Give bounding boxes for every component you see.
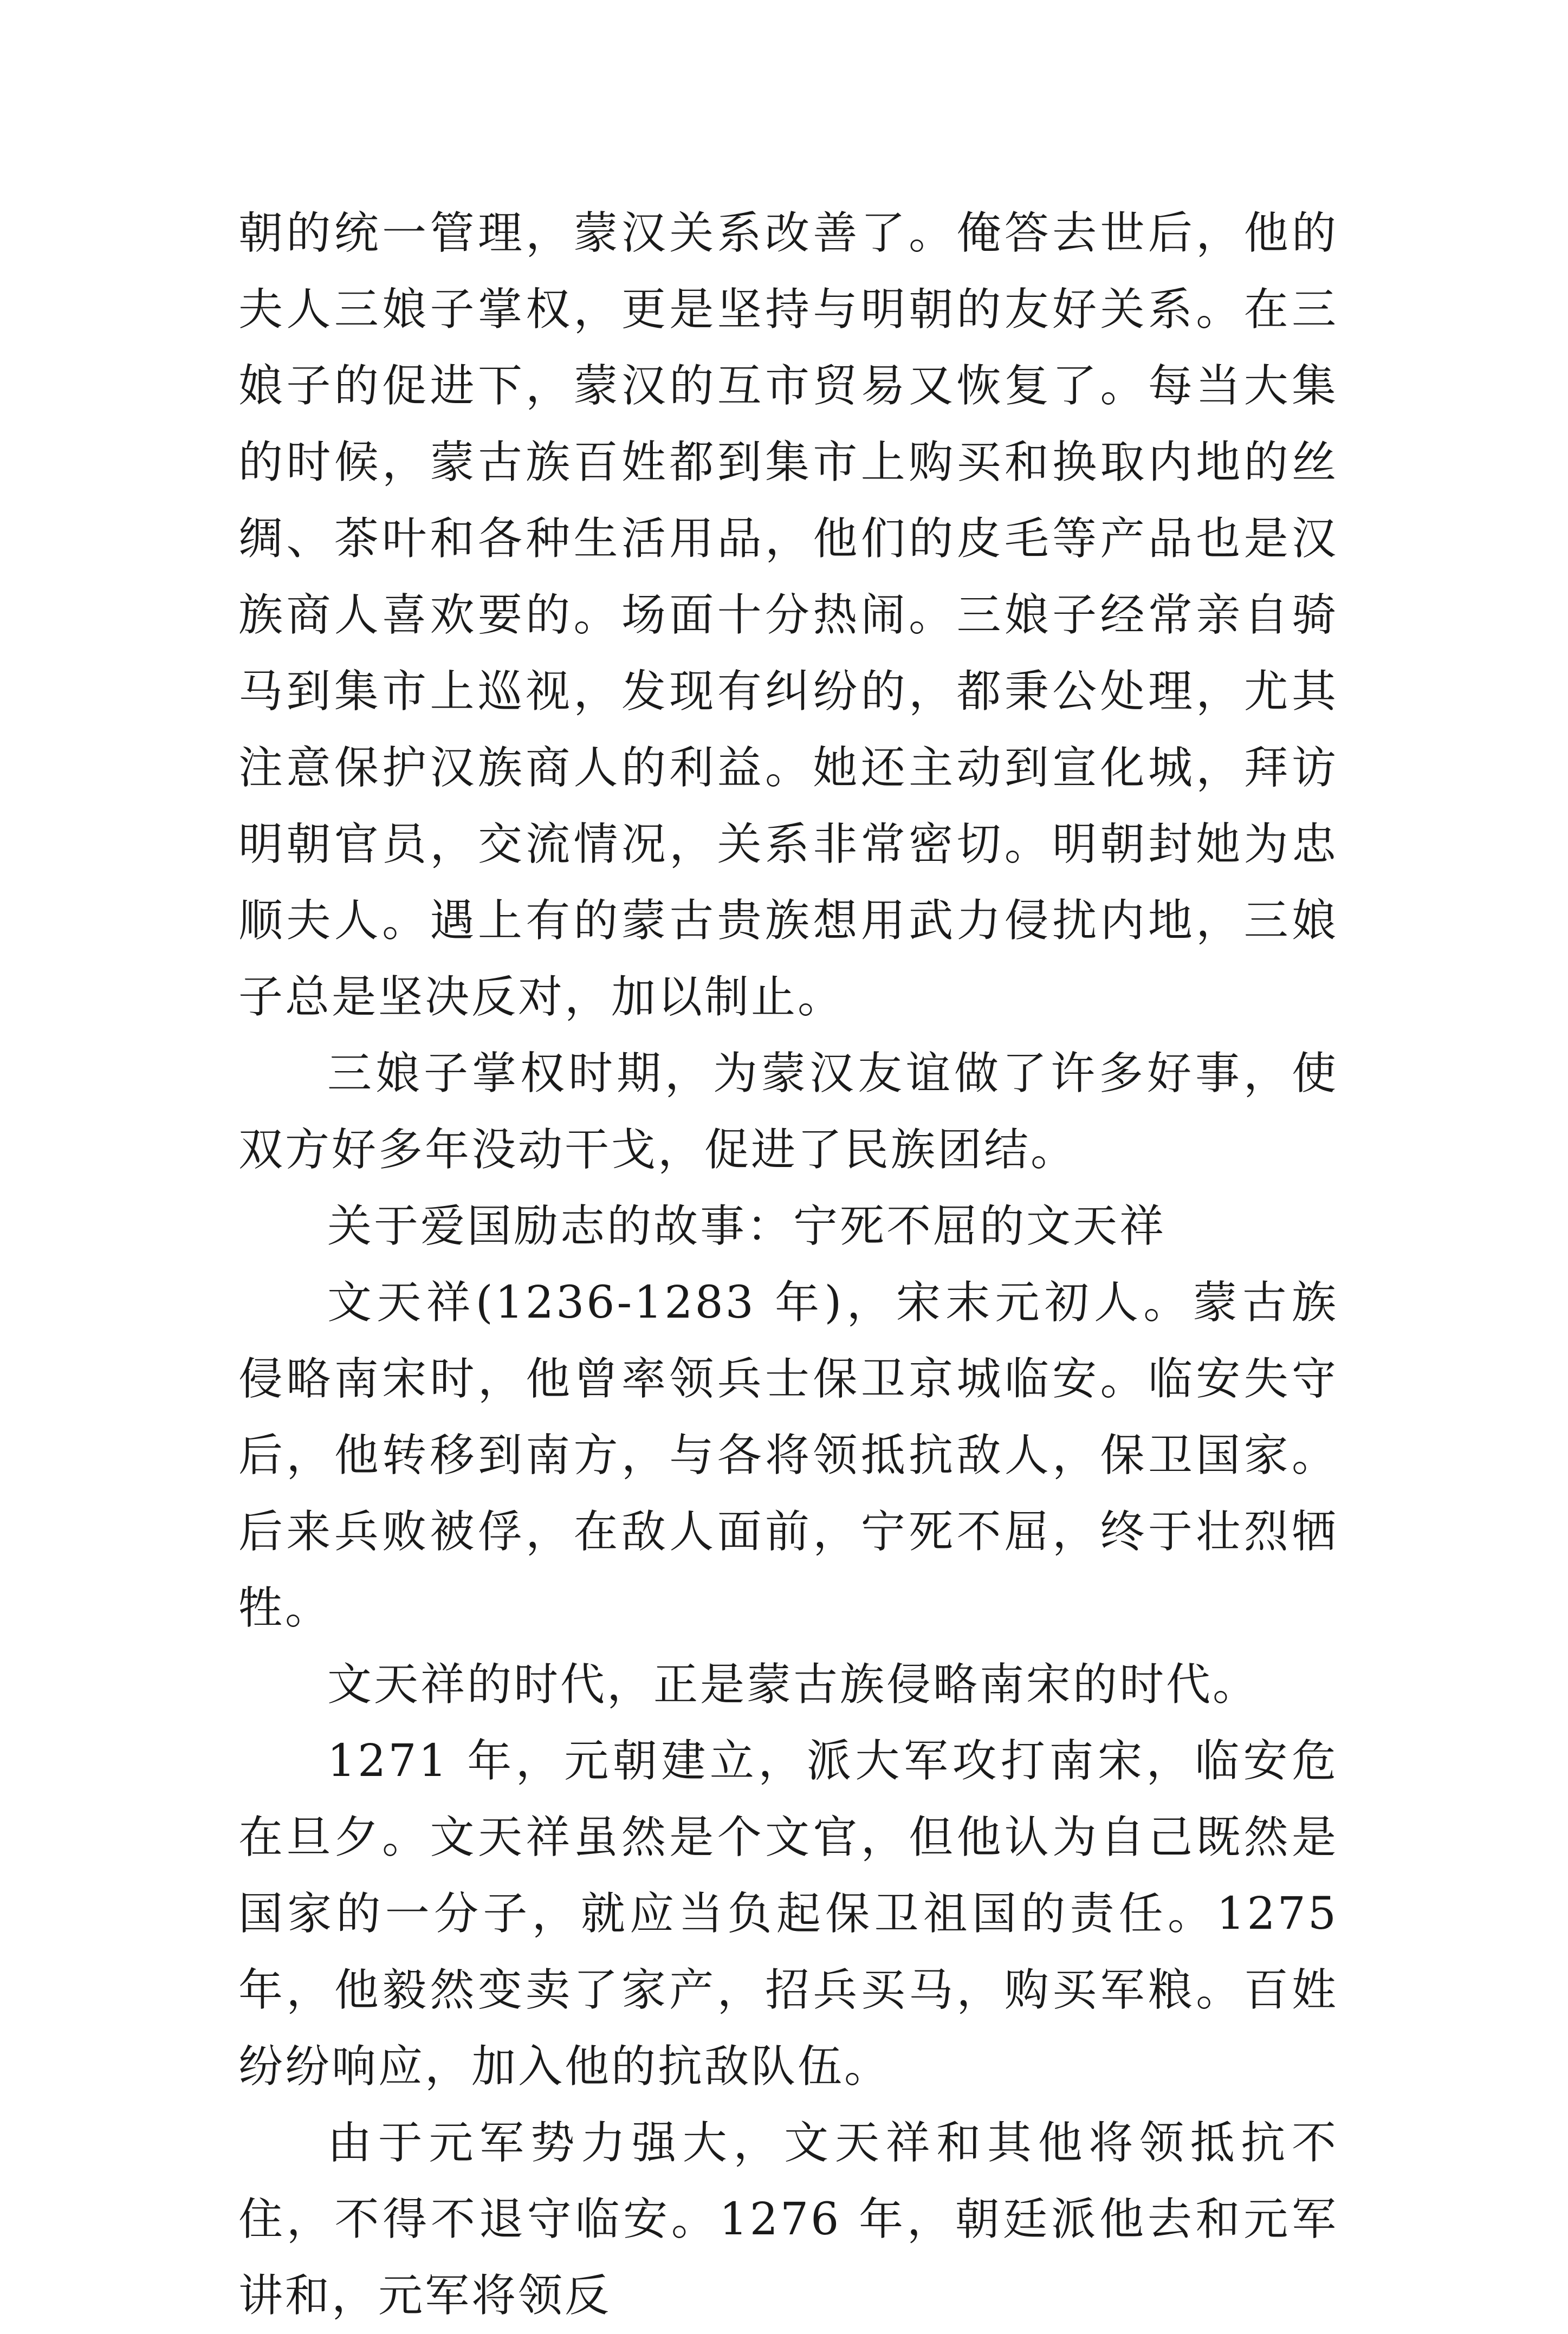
paragraph-1271: 1271 年，元朝建立，派大军攻打南宋，临安危在旦夕。文天祥虽然是个文官，但他认为自己既然是国家的一分子，就应当负起保卫祖国的责任。1275 年，他毅然变卖了家产，招兵买马，购买军粮。百姓纷纷响应，加入他的抗敌队伍。	[238, 1735, 1338, 2092]
paragraph-summary: 三娘子掌权时期，为蒙汉友谊做了许多好事，使双方好多年没动干戈，促进了民族团结。	[238, 1048, 1338, 1176]
document-body	[238, 195, 1338, 2334]
paragraph-intro: 文天祥(1236-1283 年)，宋末元初人。蒙古族侵略南宋时，他曾率领兵士保卫京城临安。临安失守后，他转移到南方，与各将领抵抗敌人，保卫国家。后来兵败被俘，在敌人面前，宁死不屈，终于壮烈牺牲。	[238, 1277, 1338, 1634]
story-title: 关于爱国励志的故事：宁死不屈的文天祥	[327, 1201, 1167, 1252]
paragraph-era: 文天祥的时代，正是蒙古族侵略南宋的时代。	[327, 1659, 1260, 1710]
paragraph-continuation: 朝的统一管理，蒙汉关系改善了。俺答去世后，他的夫人三娘子掌权，更是坚持与明朝的友好关系。在三娘子的促进下，蒙汉的互市贸易又恢复了。每当大集的时候，蒙古族百姓都到集市上购买和换取内地的丝绸、茶叶和各种生活用品，他们的皮毛等产品也是汉族商人喜欢要的。场面十分热闹。三娘子经常亲自骑马到集市上巡视，发现有纠纷的，都秉公处理，尤其注意保护汉族商人的利益。她还主动到宣化城，拜访明朝官员，交流情况，关系非常密切。明朝封她为忠顺夫人。遇上有的蒙古贵族想用武力侵扰内地，三娘子总是坚决反对，加以制止。	[238, 208, 1338, 1023]
paragraph-1276: 由于元军势力强大，文天祥和其他将领抵抗不住，不得不退守临安。1276 年，朝廷派他去和元军讲和，元军将领反	[238, 2117, 1338, 2322]
